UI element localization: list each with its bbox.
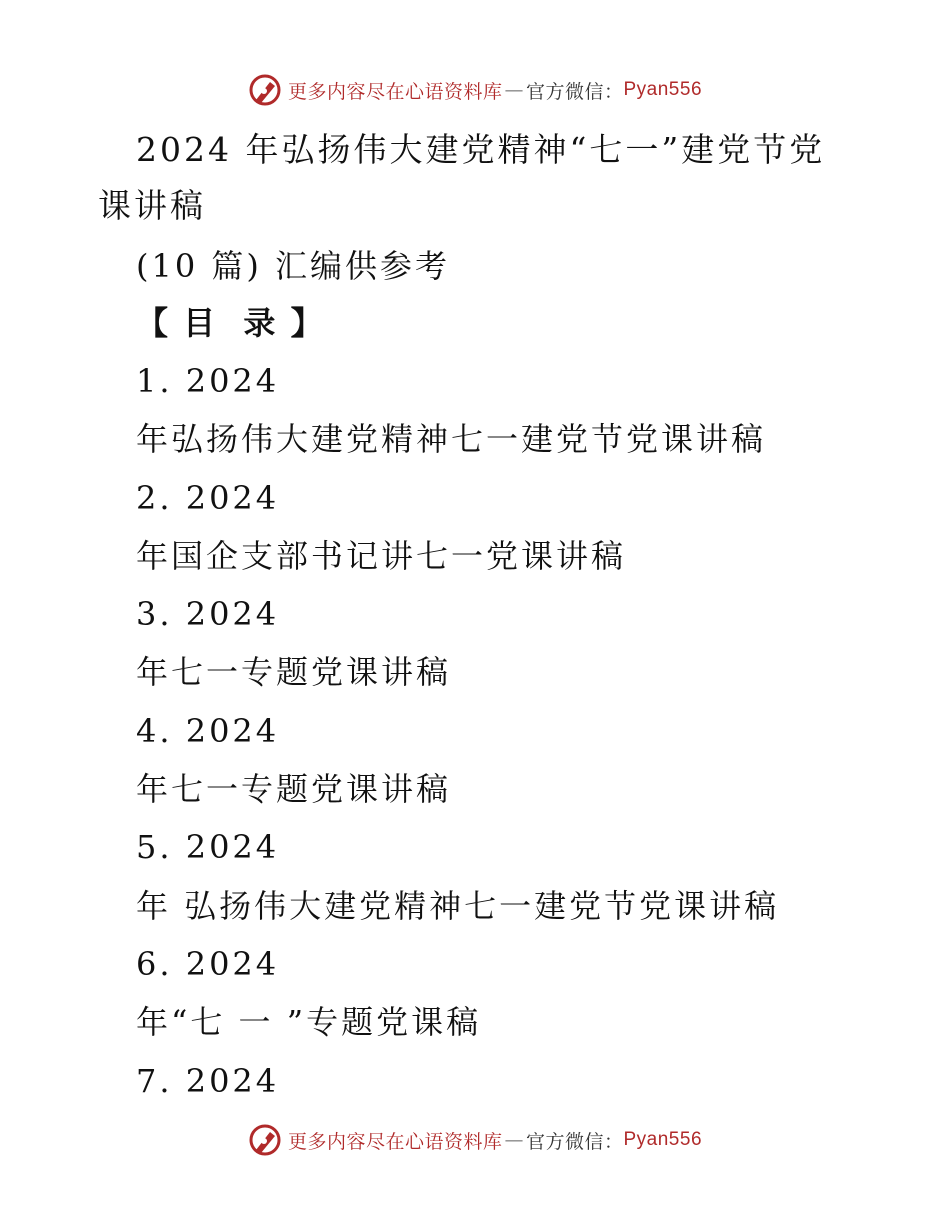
toc-item-number: 1. 2024 (136, 362, 280, 400)
toc-item-number: 7. 2024 (136, 1061, 280, 1100)
toc-item-number: 4. 2024 (136, 711, 280, 750)
watermark-separator: — (504, 79, 524, 101)
toc-item (136, 818, 779, 935)
pen-logo-icon (248, 73, 282, 107)
toc-item-number: 3. 2024 (136, 595, 280, 634)
toc-item (136, 935, 779, 1052)
toc-item-title: 年 弘扬伟大建党精神七一建党节党课讲稿 (136, 886, 780, 925)
toc-item-title: 年国企支部书记讲七一党课讲稿 (136, 536, 627, 575)
watermark-account: Pyan556 (623, 1129, 703, 1150)
toc-item-title: 年“七 一 ”专题党课稿 (136, 1003, 482, 1042)
document-subtitle: (10 篇) 汇编供参考 (136, 247, 451, 285)
toc-item (136, 1052, 779, 1110)
toc-item-number: 2. 2024 (136, 478, 280, 517)
toc-item-title: 年七一专题党课讲稿 (136, 770, 452, 809)
toc-item-title: 年弘扬伟大建党精神七一建党节党课讲稿 (136, 420, 767, 459)
toc-item-number: 5. 2024 (136, 828, 280, 867)
toc-item-number: 6. 2024 (136, 944, 280, 983)
table-of-contents (136, 352, 779, 1110)
watermark-text: 更多内容尽在心语资料库 (287, 80, 503, 103)
pen-logo-icon (248, 1123, 282, 1157)
toc-item (136, 585, 779, 702)
watermark-account: Pyan556 (623, 79, 703, 100)
toc-item (136, 352, 779, 469)
document-title: 2024 年弘扬伟大建党精神“七一”建党节党课讲稿 (98, 130, 826, 225)
toc-item (136, 702, 779, 819)
toc-item-title: 年七一专题党课讲稿 (136, 653, 452, 692)
toc-heading: 【 目 录 】 (136, 304, 325, 342)
watermark-banner-top (0, 70, 950, 110)
watermark-separator: — (504, 1129, 524, 1151)
toc-item (136, 469, 779, 586)
watermark-label: 官方微信： (525, 1130, 624, 1153)
watermark-banner-bottom (0, 1120, 950, 1160)
watermark-label: 官方微信： (525, 80, 624, 103)
watermark-text: 更多内容尽在心语资料库 (287, 1130, 503, 1153)
